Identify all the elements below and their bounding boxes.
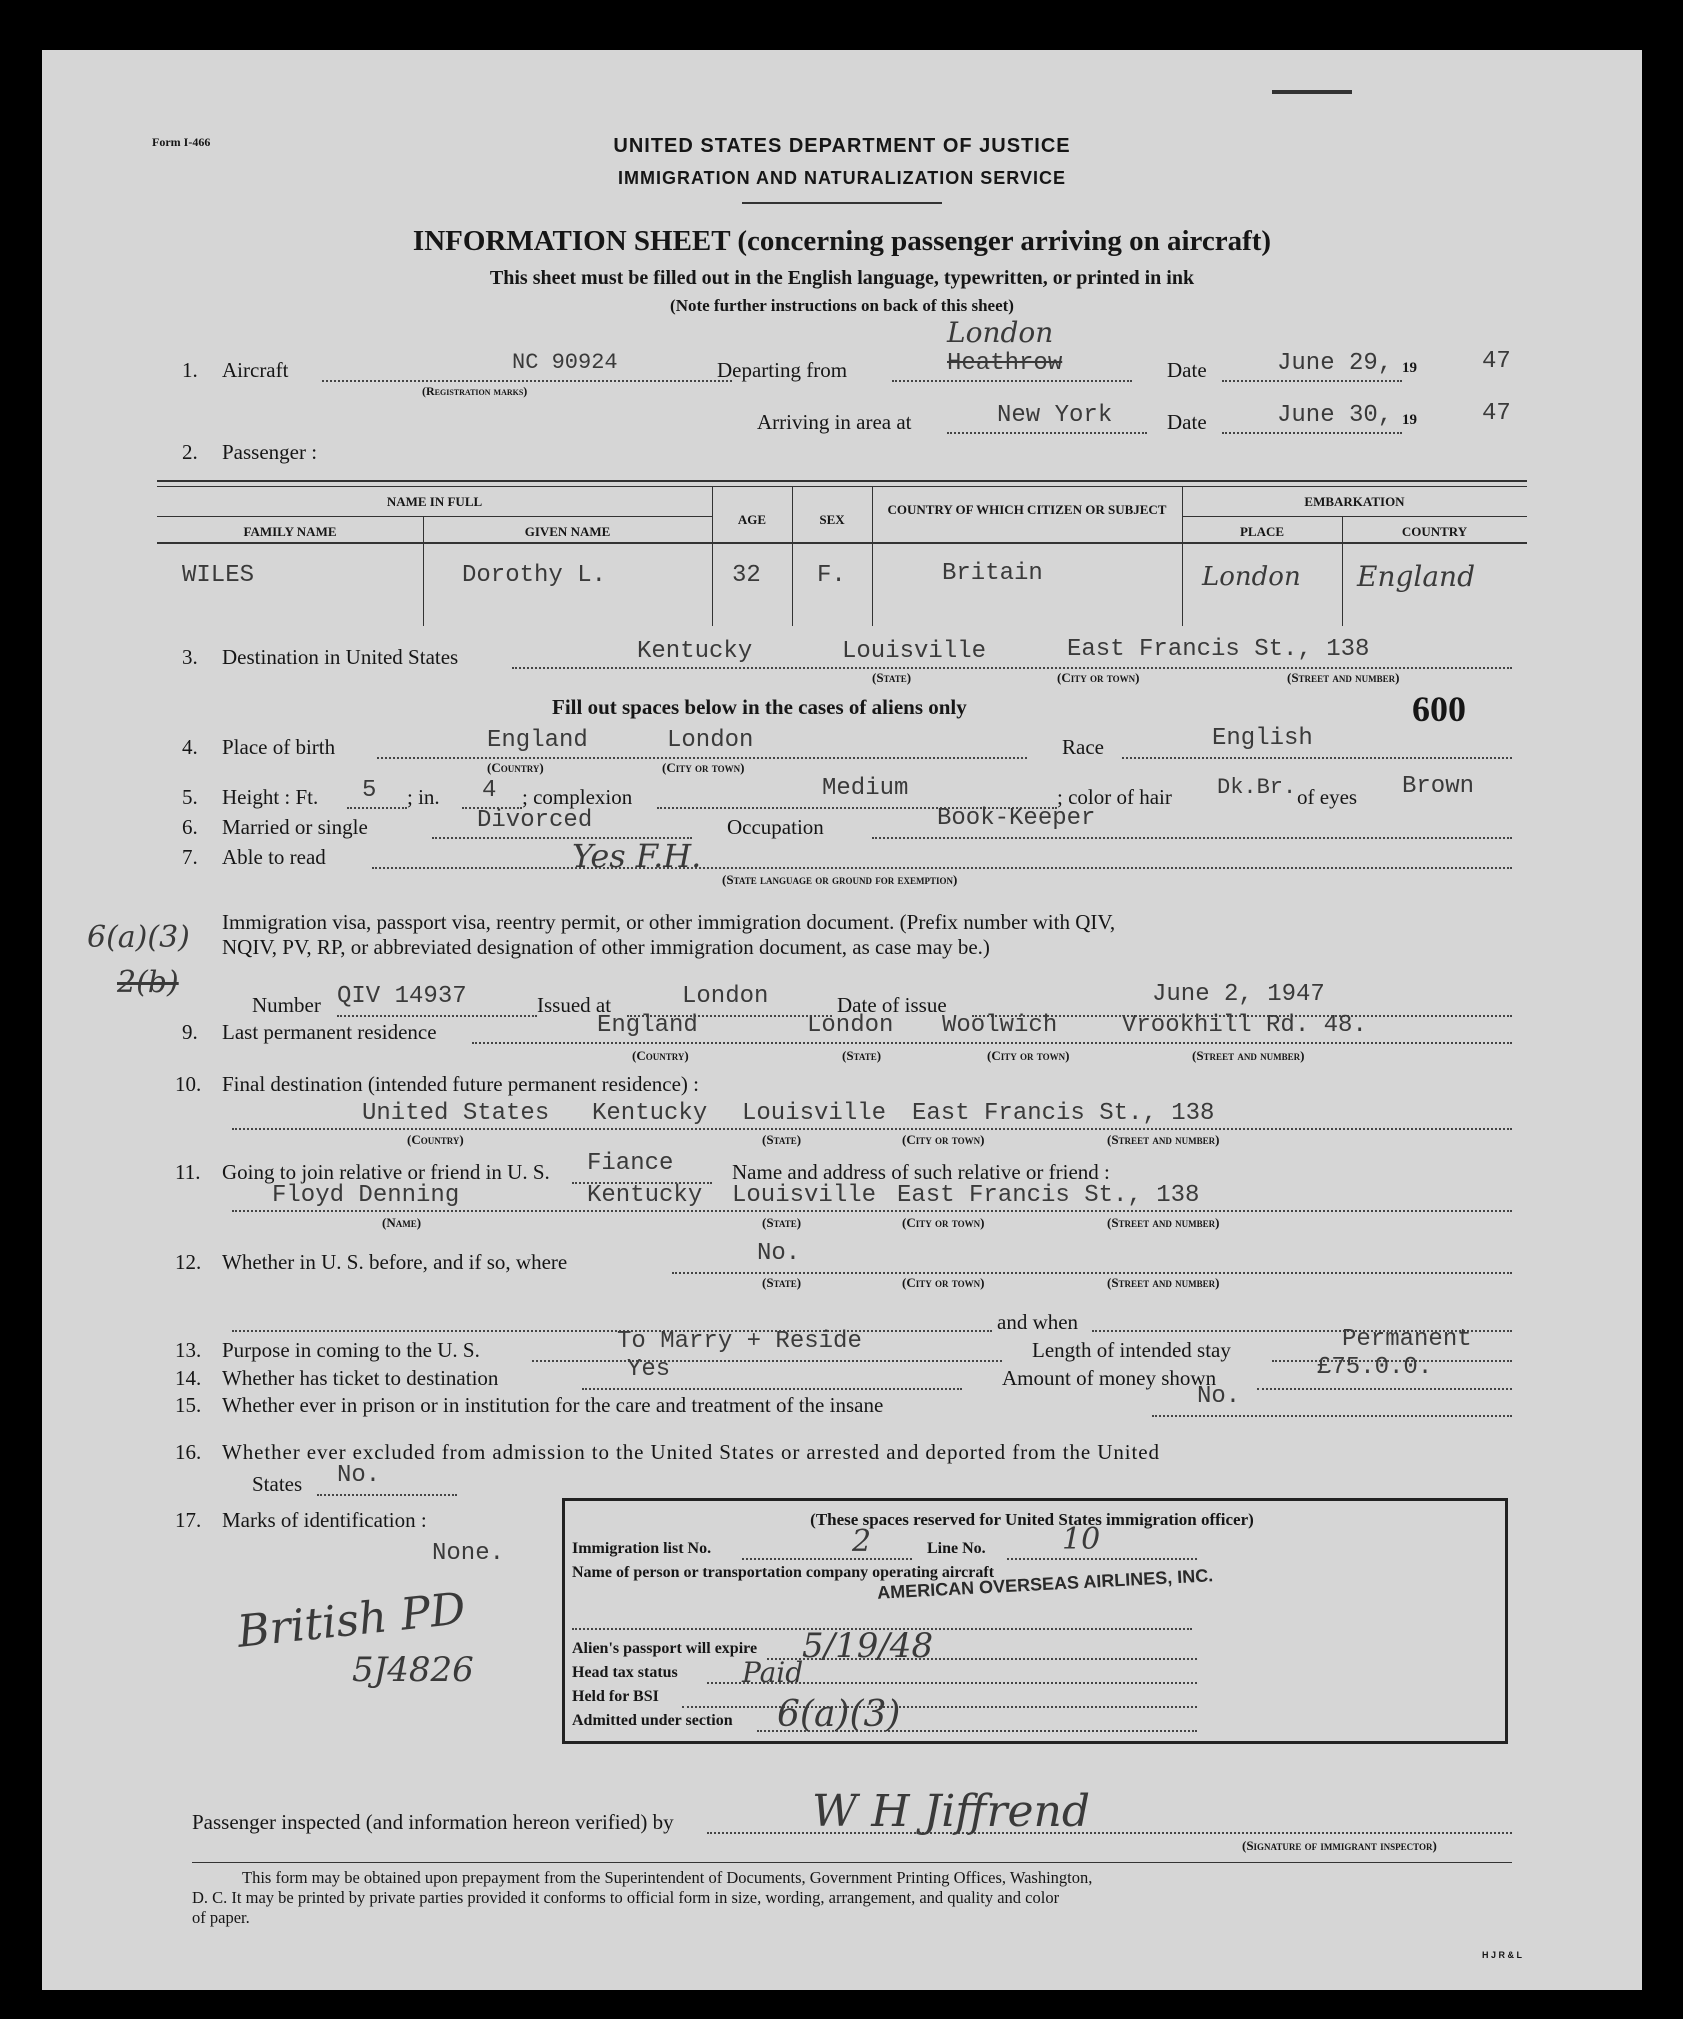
arrival-date: June 30, <box>1277 402 1393 429</box>
item-number: 17. <box>175 1508 202 1532</box>
prison-label: Whether ever in prison or in institution for the care and treatment of the insane <box>222 1393 884 1417</box>
friend-street: East Francis St., 138 <box>897 1182 1200 1209</box>
final-destination-label: Final destination (intended future permanent residence) : <box>222 1072 700 1096</box>
visa-number-value: QIV 14937 <box>337 983 467 1010</box>
item-number: 9. <box>182 1020 198 1044</box>
marks-note-2: 5J4826 <box>352 1650 474 1690</box>
caption-city: (City or town) <box>902 1132 985 1147</box>
occupation-value: Book-Keeper <box>937 805 1096 832</box>
birth-country: England <box>487 727 588 754</box>
birthplace-label: Place of birth <box>222 735 336 759</box>
item-number: 4. <box>182 735 198 759</box>
header-given-name: GIVEN NAME <box>524 524 611 539</box>
departure-date: June 29, <box>1277 350 1393 377</box>
corner-mark <box>1272 90 1352 94</box>
height-ft: 5 <box>362 777 377 804</box>
prison-value: No. <box>1197 1383 1241 1410</box>
header-place: PLACE <box>1239 524 1285 539</box>
occupation-label: Occupation <box>727 815 824 839</box>
purpose-value: To Marry + Reside <box>617 1328 862 1355</box>
header-sex: SEX <box>819 512 845 527</box>
company-label: Name of person or transportation company operating aircraft <box>572 1564 995 1581</box>
item-number: 13. <box>175 1338 202 1362</box>
aircraft-label: Aircraft <box>222 358 289 382</box>
item-number: 14. <box>175 1366 202 1390</box>
final-country: United States <box>362 1100 550 1127</box>
departing-correction: London <box>947 316 1054 349</box>
header-name-in-full: NAME IN FULL <box>386 494 483 509</box>
caption-street: (Street and number) <box>1192 1048 1305 1063</box>
complexion-value: Medium <box>822 775 909 802</box>
issue-date-label: Date of issue <box>837 993 947 1017</box>
purpose-label: Purpose in coming to the U. S. <box>222 1338 480 1362</box>
destination-label: Destination in United States <box>222 645 459 669</box>
visa-text-2: NQIV, PV, RP, or abbreviated designation of other immigration document, as case may be.) <box>222 935 990 959</box>
caption-state: (State) <box>842 1048 882 1063</box>
eyes-value: Brown <box>1402 773 1475 800</box>
passenger-label: Passenger : <box>222 440 318 464</box>
company-stamp: AMERICAN OVERSEAS AIRLINES, INC. <box>876 1565 1214 1603</box>
bsi-label: Held for BSI <box>572 1688 659 1705</box>
excluded-label: Whether ever excluded from admission to the United States or arrested and deported from the United <box>222 1440 1160 1464</box>
destination-city: Louisville <box>842 638 987 665</box>
final-street: East Francis St., 138 <box>912 1100 1215 1127</box>
item-number: 7. <box>182 845 198 869</box>
destination-street: East Francis St., 138 <box>1067 636 1370 663</box>
family-name-value: WILES <box>182 562 255 589</box>
caption-city: (City or town) <box>662 760 745 775</box>
caption-state: (State) <box>762 1132 802 1147</box>
visa-text-1: Immigration visa, passport visa, reentry permit, or other immigration document. (Prefix number with QIV, <box>222 910 1116 934</box>
caption-city: (City or town) <box>902 1275 985 1290</box>
friend-city: Louisville <box>732 1182 877 1209</box>
residence-label: Last permanent residence <box>222 1020 437 1044</box>
form-subtitle: This sheet must be filled out in the English language, typewritten, or printed in ink <box>489 267 1195 289</box>
residence-street: Vrookhill Rd. 48. <box>1122 1012 1367 1039</box>
header-country: COUNTRY <box>1401 524 1468 539</box>
line-label: Line No. <box>927 1540 986 1557</box>
friend-name: Floyd Denning <box>272 1182 460 1209</box>
item-number: 2. <box>182 440 198 464</box>
service-heading: IMMIGRATION AND NATURALIZATION SERVICE <box>618 168 1066 188</box>
aliens-heading: Fill out spaces below in the cases of aliens only <box>552 695 967 719</box>
destination-state: Kentucky <box>637 638 753 665</box>
excluded-label-2: States <box>252 1472 303 1496</box>
form-sheet <box>42 50 1642 1990</box>
residence-state: London <box>807 1012 894 1039</box>
item-number: 5. <box>182 785 198 809</box>
header-country-citizen: COUNTRY OF WHICH CITIZEN OR SUBJECT <box>887 502 1167 517</box>
inspector-signature: W H Jiffrend <box>812 1786 1091 1837</box>
footer-line-2: D. C. It may be printed by private parties provided it conforms to official form in size, wording, arrangement, and quality and color <box>192 1888 1060 1907</box>
arriving-value: New York <box>997 402 1113 429</box>
tax-label: Head tax status <box>572 1664 678 1681</box>
date-label: Date <box>1167 358 1207 382</box>
visa-number-label: Number <box>252 993 321 1017</box>
form-number: Form I-466 <box>152 135 211 149</box>
year-prefix-2: 19 <box>1402 412 1417 428</box>
read-label: Able to read <box>222 845 326 869</box>
final-city: Louisville <box>742 1100 887 1127</box>
read-value: Yes F.H. <box>572 837 702 875</box>
inspected-label: Passenger inspected (and information hereon verified) by <box>192 1810 674 1834</box>
caption-city: (City or town) <box>1057 670 1140 685</box>
year-prefix: 19 <box>1402 360 1417 376</box>
marks-note-1: British PD <box>234 1583 469 1658</box>
final-state: Kentucky <box>592 1100 708 1127</box>
line-value: 10 <box>1062 1522 1101 1557</box>
height-in-label: ; in. <box>407 785 440 809</box>
age-value: 32 <box>732 562 761 589</box>
issued-label: Issued at <box>537 993 612 1017</box>
form-title: INFORMATION SHEET (concerning passenger arriving on aircraft) <box>412 225 1272 257</box>
place-value: London <box>1202 562 1301 592</box>
form-note: (Note further instructions on back of this sheet) <box>670 296 1014 315</box>
registration-caption: (Registration marks) <box>422 384 528 398</box>
marital-label: Married or single <box>222 815 368 839</box>
item-number: 16. <box>175 1440 202 1464</box>
arriving-label: Arriving in area at <box>757 410 912 434</box>
footer-line-3: of paper. <box>192 1908 250 1927</box>
country-value: England <box>1357 560 1476 593</box>
caption-city: (City or town) <box>987 1048 1070 1063</box>
departure-year: 47 <box>1482 348 1511 375</box>
ticket-label: Whether has ticket to destination <box>222 1366 499 1390</box>
heading-rule <box>742 202 942 204</box>
when-label: and when <box>997 1310 1079 1334</box>
height-in: 4 <box>482 777 497 804</box>
officer-heading: (These spaces reserved for United States immigration officer) <box>810 1510 1254 1529</box>
item-number: 15. <box>175 1393 202 1417</box>
eyes-label: of eyes <box>1297 785 1358 809</box>
item-number: 6. <box>182 815 198 839</box>
ticket-value: Yes <box>627 1356 671 1383</box>
money-label: Amount of money shown <box>1002 1366 1217 1390</box>
previous-value: No. <box>757 1240 801 1267</box>
margin-note: 6(a)(3) <box>87 920 190 955</box>
excluded-value: No. <box>337 1462 381 1489</box>
printer-code: H J R & L <box>1482 1950 1523 1960</box>
admitted-label: Admitted under section <box>572 1712 733 1729</box>
residence-country: England <box>597 1012 698 1039</box>
department-heading: UNITED STATES DEPARTMENT OF JUSTICE <box>613 135 1071 157</box>
passport-value: 5/19/48 <box>802 1626 934 1666</box>
item-number: 11. <box>175 1160 201 1184</box>
margin-struck: 2(b) <box>117 965 179 1000</box>
join-label-2: Name and address of such relative or friend : <box>732 1160 1110 1184</box>
marital-value: Divorced <box>477 807 593 834</box>
citizen-value: Britain <box>942 560 1043 587</box>
item-number: 1. <box>182 358 198 382</box>
caption-street: (Street and number) <box>1287 670 1400 685</box>
departing-label: Departing from <box>717 358 848 382</box>
caption-street: (Street and number) <box>1107 1215 1220 1230</box>
date-label-2: Date <box>1167 410 1207 434</box>
given-name-value: Dorothy L. <box>462 562 607 589</box>
tax-value: Paid <box>742 1656 804 1689</box>
caption-state: (State) <box>872 670 912 685</box>
height-ft-label: Height : Ft. <box>222 785 319 809</box>
caption-name: (Name) <box>382 1215 422 1230</box>
list-label: Immigration list No. <box>572 1540 712 1557</box>
money-value: £75.0.0. <box>1317 1354 1433 1381</box>
birth-city: London <box>667 727 754 754</box>
stay-value: Permanent <box>1342 1326 1472 1353</box>
issued-value: London <box>682 983 769 1010</box>
caption-state: (State) <box>762 1275 802 1290</box>
complexion-label: ; complexion <box>522 785 633 809</box>
item-number: 3. <box>182 645 198 669</box>
caption-country: (Country) <box>487 760 544 775</box>
item-number: 12. <box>175 1250 202 1274</box>
signature-caption: (Signature of immigrant inspector) <box>1242 1838 1437 1853</box>
item-number: 10. <box>175 1072 202 1096</box>
stamp-number: 600 <box>1412 689 1466 729</box>
issue-date-value: June 2, 1947 <box>1152 981 1325 1008</box>
caption-country: (Country) <box>632 1048 689 1063</box>
header-family-name: FAMILY NAME <box>243 524 337 539</box>
read-caption: (State language or ground for exemption) <box>722 872 958 887</box>
join-label: Going to join relative or friend in U. S. <box>222 1160 550 1184</box>
caption-street: (Street and number) <box>1107 1275 1220 1290</box>
marks-value: None. <box>432 1540 505 1567</box>
passport-label: Alien's passport will expire <box>572 1640 758 1657</box>
caption-street: (Street and number) <box>1107 1132 1220 1147</box>
aircraft-value: NC 90924 <box>512 350 618 375</box>
arrival-year: 47 <box>1482 400 1511 427</box>
footer-line-1: This form may be obtained upon prepayment from the Superintendent of Documents, Government Printing Offices, Washington, <box>242 1868 1093 1887</box>
list-value: 2 <box>852 1524 872 1559</box>
residence-city: Woolwich <box>942 1012 1058 1039</box>
admitted-value: 6(a)(3) <box>777 1694 901 1735</box>
caption-state: (State) <box>762 1215 802 1230</box>
stay-label: Length of intended stay <box>1032 1338 1231 1362</box>
friend-state: Kentucky <box>587 1182 703 1209</box>
hair-value: Dk.Br. <box>1217 775 1297 800</box>
caption-country: (Country) <box>407 1132 464 1147</box>
race-value: English <box>1212 725 1313 752</box>
departing-value: Heathrow <box>947 350 1063 377</box>
header-age: AGE <box>737 512 767 527</box>
caption-city: (City or town) <box>902 1215 985 1230</box>
hair-label: ; color of hair <box>1057 785 1172 809</box>
sex-value: F. <box>817 562 846 589</box>
race-label: Race <box>1062 735 1104 759</box>
join-relation: Fiance <box>587 1150 674 1177</box>
header-embarkation: EMBARKATION <box>1304 494 1405 509</box>
marks-label: Marks of identification : <box>222 1508 427 1532</box>
previous-label: Whether in U. S. before, and if so, where <box>222 1250 568 1274</box>
